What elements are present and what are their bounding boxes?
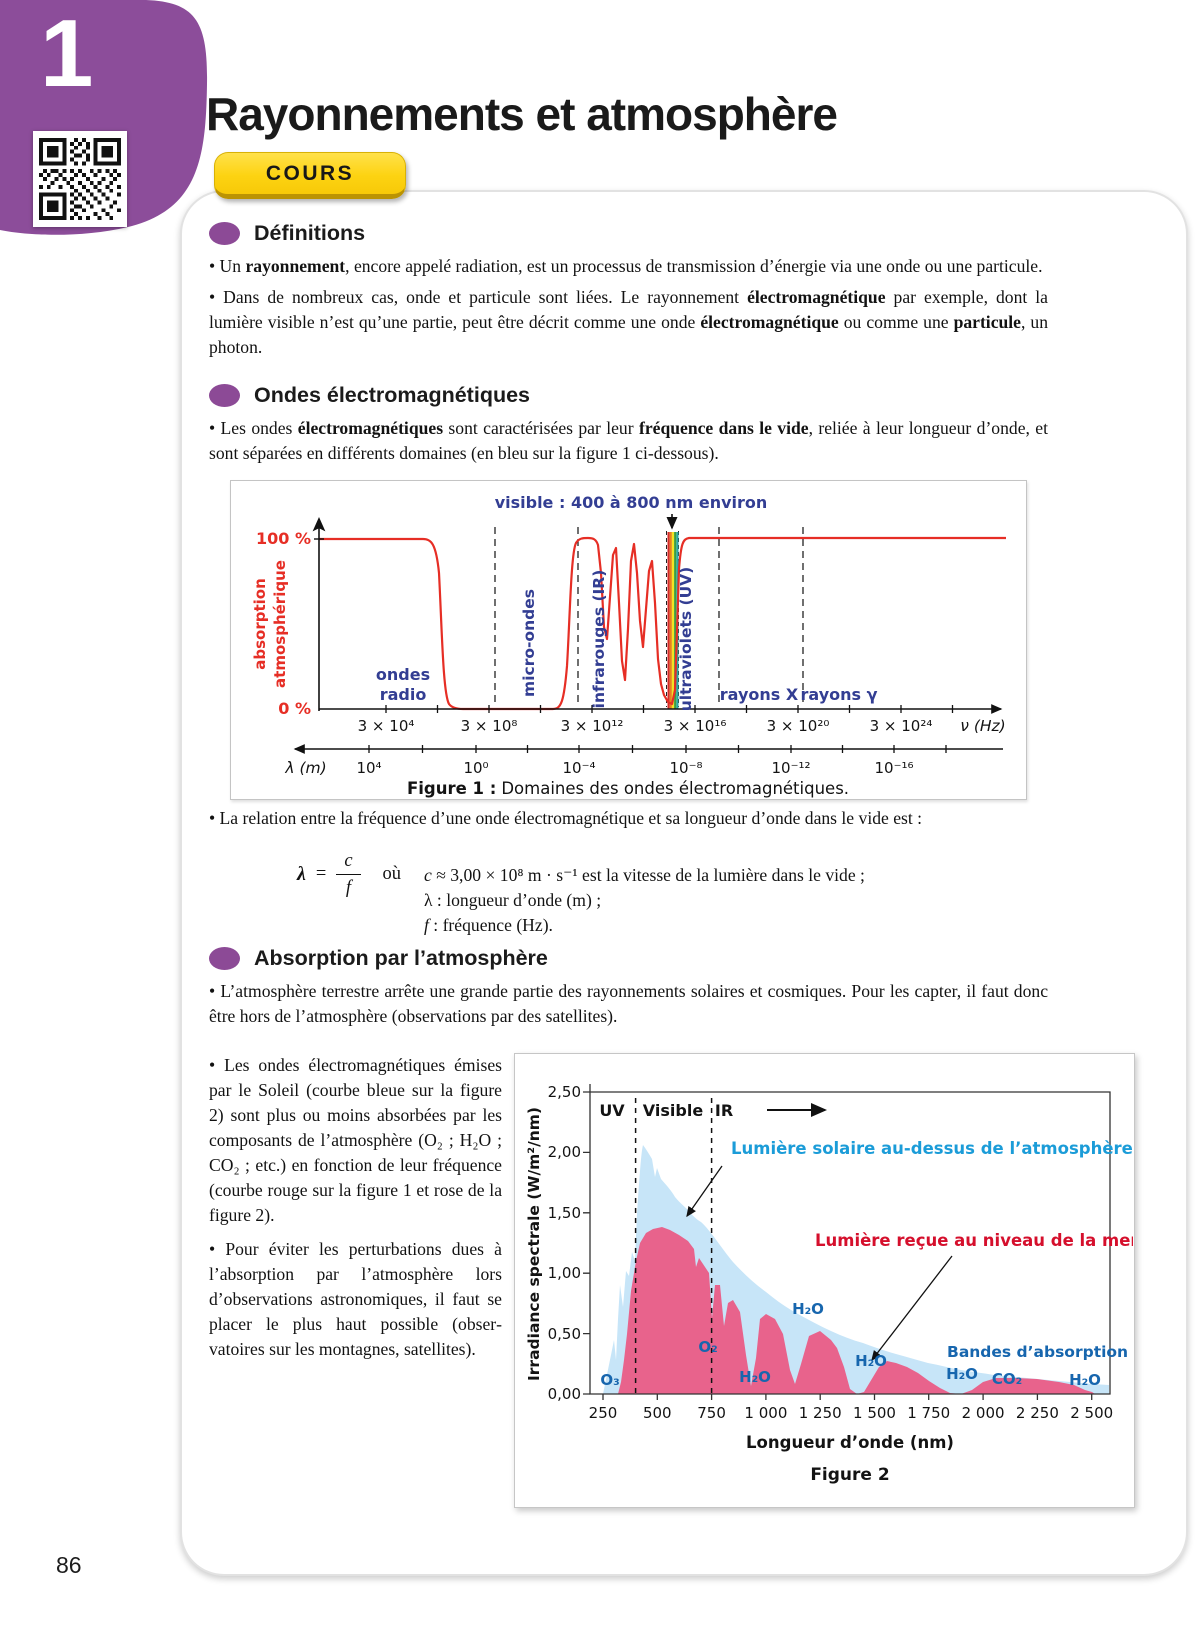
y-tick-label: 0,00	[547, 1385, 581, 1403]
formula-definitions	[424, 863, 865, 938]
x-tick-label: 2 500	[1070, 1404, 1114, 1422]
wavelength-tick-label: 10⁻⁸	[669, 759, 703, 777]
figure-2	[514, 1053, 1135, 1508]
y-axis-title-line2: atmosphérique	[271, 560, 289, 688]
domain-gamma-label: rayons γ	[800, 685, 878, 704]
y-tick-label: 1,00	[547, 1264, 581, 1282]
formula-fraction	[297, 849, 401, 900]
y-tick-label: 2,50	[547, 1083, 581, 1101]
domain-x-label: rayons X	[719, 685, 799, 704]
x-tick-label: 2 250	[1015, 1404, 1059, 1422]
x-tick-label: 1 500	[853, 1404, 896, 1422]
formula-definition-line: λ : longueur d’onde (m) ;	[424, 890, 602, 910]
fraction-denominator: f	[345, 878, 351, 898]
solar-above-label: Lumière solaire au-dessus de l’atmosphère	[731, 1139, 1133, 1158]
equals-sign: =	[315, 864, 327, 884]
sea-level-arrow-icon	[872, 1256, 952, 1360]
x-tick-label: 1 750	[907, 1404, 951, 1422]
x-tick-label: 2 000	[961, 1404, 1005, 1422]
section-heading-label: Absorption par l’atmosphère	[254, 945, 548, 970]
figure-1	[230, 480, 1027, 800]
domain-micro-label: micro-ondes	[520, 589, 538, 697]
section-heading-absorption	[209, 943, 1048, 973]
paragraph-relation-intro: • La relation entre la fréquence d’une onde électromagnétique et sa longueur d’onde dans le vide est :	[209, 808, 923, 828]
molecule-o2-label: O₂	[698, 1338, 718, 1356]
absorption-bands-label: Bandes d’absorption	[947, 1343, 1129, 1361]
where-word: où	[382, 864, 402, 884]
molecule-h2o-label: H₂O	[792, 1300, 824, 1318]
figure-1-chart	[231, 481, 1024, 799]
y-axis-title: Irradiance spectrale (W/m²/nm)	[525, 1107, 543, 1381]
paragraph-absorption-2: • Les ondes électromagnétiques émises par le Soleil (courbe bleue sur la figure 2) sont plus ou moins absorbées par les composants de l’atmosphère (O₂ ; H₂O ; CO₂ ; etc.) en fonction de leur fréquence (courbe rouge sur la figure 1 et rose de la figure 2).	[209, 1055, 502, 1225]
solar-above-arrow-icon	[687, 1166, 722, 1216]
y-0-label: 0 %	[278, 699, 311, 718]
section-heading-definitions	[209, 218, 1048, 248]
x-tick-label: 1 000	[744, 1404, 788, 1422]
section-heading-ondes	[209, 380, 1048, 410]
qr-code	[33, 131, 127, 227]
fraction-numerator: c	[336, 849, 360, 875]
molecule-h2o-label: H₂O	[855, 1352, 887, 1370]
wavelength-axis-label: λ (m)	[285, 759, 327, 777]
figure-2-chart	[515, 1054, 1133, 1506]
domain-separators	[495, 527, 803, 707]
two-column-layout	[209, 1053, 1133, 1508]
formula-definition-line: c ≈ 3,00 × 10⁸ m · s⁻¹ est la vitesse de la lumière dans le vide ;	[424, 865, 865, 885]
wavelength-tick-label: 10⁰	[463, 759, 489, 777]
section-heading-label: Ondes électromagnétiques	[254, 382, 530, 407]
paragraph-ondes-1: • Les ondes électromagnétiques sont caractérisées par leur fréquence dans le vide, reliée à leur longueur d’onde, et sont séparées en différents domaines (en bleu sur la figure 1 ci-dessous).	[209, 418, 1048, 463]
wavelength-tick-label: 10⁻¹⁶	[874, 759, 914, 777]
section-bullet-icon	[209, 384, 240, 407]
content-panel	[180, 190, 1188, 1576]
molecule-h2o-label: H₂O	[1069, 1371, 1101, 1389]
chapter-number: 1	[40, 0, 94, 107]
molecule-h2o-label: H₂O	[946, 1365, 978, 1383]
y-100-label: 100 %	[256, 529, 311, 548]
fraction-c-over-f	[336, 849, 360, 900]
figure-1-caption: Figure 1 : Domaines des ondes électromagnétiques.	[406, 779, 850, 798]
formula-definition-line: f : fréquence (Hz).	[424, 915, 553, 935]
freq-tick-label: 3 × 10¹⁶	[663, 717, 727, 735]
section-bullet-icon	[209, 222, 240, 245]
freq-tick-label: 3 × 10¹²	[560, 717, 624, 735]
x-ticks	[603, 1394, 1092, 1400]
figure-2-caption: Figure 2	[810, 1465, 890, 1485]
cours-tab: COURS	[214, 152, 406, 199]
content-panel-inner	[182, 192, 1186, 1528]
y-axis-title-line1: absorption	[251, 578, 269, 670]
wavelength-tick-label: 10⁻⁴	[562, 759, 596, 777]
freq-tick-label: 3 × 10⁸	[460, 717, 518, 735]
paragraph-absorption-3: • Pour éviter les perturbations dues à l’absorption par l’atmosphère lors d’observations astronomiques, il faut se placer le plus haut possible (observatoires sur les montagnes, satellites).	[209, 1239, 502, 1359]
formula-lambda-c-f	[209, 833, 1048, 935]
y-tick-label: 2,00	[547, 1143, 581, 1161]
molecule-h2o-label: H₂O	[739, 1368, 771, 1386]
domain-radio-label: ondes	[375, 665, 431, 684]
paragraph-absorption-1: • L’atmosphère terrestre arrête une grande partie des rayonnements solaires et cosmiques. Pour les capter, il faut donc être hors de l’atmosphère (observations par des satellites).	[209, 981, 1048, 1026]
x-tick-label: 1 250	[798, 1404, 842, 1422]
x-axis-title: Longueur d’onde (nm)	[746, 1433, 954, 1452]
x-tick-label: 500	[642, 1404, 672, 1422]
freq-axis-label: ν (Hz)	[960, 717, 1006, 735]
paragraph-definition-1: • Un rayonnement, encore appelé radiation, est un processus de transmission d’énergie via une onde ou une particule.	[209, 256, 1043, 276]
y-tick-label: 1,50	[547, 1204, 581, 1222]
domain-ir-label: infrarouges (IR)	[590, 569, 608, 709]
y-ticks	[583, 1092, 590, 1394]
domain-radio-label: radio	[379, 685, 427, 704]
visible-range-label: visible : 400 à 800 nm environ	[494, 493, 768, 512]
domain-uv-label: ultraviolets (UV)	[677, 566, 695, 712]
left-text-column	[209, 1053, 502, 1508]
molecule-o3-label: O₃	[600, 1371, 620, 1389]
x-tick-label: 750	[697, 1404, 726, 1422]
wavelength-tick-label: 10⁻¹²	[771, 759, 811, 777]
qr-code-pattern	[39, 137, 121, 221]
lambda-symbol: λ	[297, 863, 306, 885]
region-visible-label: Visible	[642, 1101, 704, 1120]
wavelength-tick-label: 10⁴	[356, 759, 382, 777]
freq-tick-label: 3 × 10²⁰	[766, 717, 830, 735]
section-heading-label: Définitions	[254, 220, 366, 245]
page-number: 86	[56, 1552, 82, 1578]
section-bullet-icon	[209, 947, 240, 970]
x-tick-label: 250	[588, 1404, 618, 1422]
region-ir-label: IR	[714, 1101, 734, 1120]
y-tick-label: 0,50	[547, 1325, 581, 1343]
region-uv-label: UV	[599, 1101, 625, 1120]
sea-level-label: Lumière reçue au niveau de la mer	[815, 1231, 1133, 1250]
freq-tick-label: 3 × 10⁴	[357, 717, 415, 735]
paragraph-definition-2: • Dans de nombreux cas, onde et particule sont liées. Le rayonnement électromagnétique par exemple, dont la lumière visible n’est qu’une partie, peut être décrit comme une onde électromagnétique ou comme une particule, un photon.	[209, 287, 1048, 357]
freq-tick-label: 3 × 10²⁴	[869, 717, 933, 735]
molecule-co2-label: CO₂	[991, 1370, 1023, 1388]
page-title: Rayonnements et atmosphère	[206, 87, 837, 140]
